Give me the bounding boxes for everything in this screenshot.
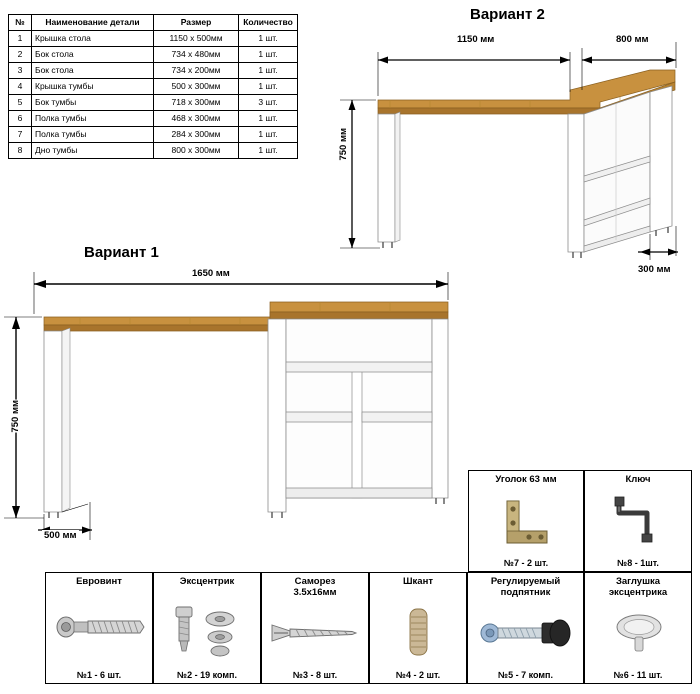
parts-table [8,14,298,159]
cell-name: Дно тумбы [32,143,154,159]
table-row [9,127,298,143]
cell-qty: 1 шт. [239,143,298,159]
table-row [9,47,298,63]
hardware-qty: №2 - 19 комп. [177,670,237,680]
cell-qty: 1 шт. [239,127,298,143]
cell-qty: 1 шт. [239,47,298,63]
cell-qty: 1 шт. [239,63,298,79]
hardware-name: Ключ [625,474,651,485]
header-number: № [9,15,32,31]
hardware-name: Шкант [403,576,433,587]
variant1-shelf-top [286,362,432,372]
variant1-cabinet-divider [352,368,362,498]
hardware-qty: №7 - 2 шт. [503,558,549,568]
variant1-shelf-left [286,412,352,422]
hardware-name-line2: подпятник [500,587,551,598]
variant2-dim-top-left-label: 1150 мм [457,34,495,45]
euro-screw-icon [46,593,152,665]
hardware-qty: №3 - 8 шт. [292,670,338,680]
cell-number: 6 [9,111,32,127]
hardware-qty: №8 - 1шт. [617,558,659,568]
hex-key-icon [585,491,691,553]
variant2-drawing [320,30,700,275]
hardware-cell-cam-lock [153,572,261,684]
dowel-icon [370,593,466,665]
variant2-dim-left-label: 750 мм [338,128,349,161]
hardware-name-line1: Саморез [294,576,336,587]
hardware-cell-corner-bracket [468,470,584,572]
cell-qty: 3 шт. [239,95,298,111]
cell-size: 1150 x 500мм [154,31,239,47]
table-row [9,31,298,47]
cell-size: 500 x 300мм [154,79,239,95]
variant1-cabinet-left-panel [268,319,286,512]
cell-size: 734 х 200мм [154,63,239,79]
header-name: Наименование детали [32,15,154,31]
cell-number: 1 [9,31,32,47]
table-row [9,79,298,95]
table-row [9,111,298,127]
hardware-cell-self-tapping-screw [261,572,369,684]
variant1-dim-bottom-label: 500 мм [44,530,77,541]
cell-size: 284 х 300мм [154,127,239,143]
variant1-drawing [0,262,470,562]
cell-size: 734 х 480мм [154,47,239,63]
variant2-dim-bottom-right-label: 300 мм [638,264,671,275]
hardware-qty: №4 - 2 шт. [395,670,441,680]
table-row [9,143,298,159]
cell-number: 7 [9,127,32,143]
cell-name: Бок тумбы [32,95,154,111]
table-header-row [9,15,298,31]
variant2-left-leg-side [395,112,400,242]
cell-name: Бок стола [32,63,154,79]
cell-number: 2 [9,47,32,63]
hardware-name: Уголок 63 мм [495,474,557,485]
adjustable-foot-icon [468,607,583,665]
cell-number: 5 [9,95,32,111]
cell-qty: 1 шт. [239,79,298,95]
header-quantity: Количество [239,15,298,31]
hardware-cell-adjustable-foot [467,572,584,684]
variant2-cabinet-front-panel [568,114,584,252]
cell-size: 800 х 300мм [154,143,239,159]
variant2-cabinet-right-panel [650,86,672,232]
cell-name: Полка тумбы [32,127,154,143]
cell-size: 718 х 300мм [154,95,239,111]
hardware-name: Еврoвинт [76,576,122,587]
hardware-cell-hex-key [584,470,692,572]
variant1-dim-top-label: 1650 мм [192,268,230,279]
cell-name: Крышка тумбы [32,79,154,95]
cell-name: Бок стола [32,47,154,63]
table-row [9,63,298,79]
cell-size: 468 х 300мм [154,111,239,127]
hardware-name-line1: Заглушка [615,576,661,587]
variant2-title: Вариант 2 [470,6,545,23]
cell-number: 4 [9,79,32,95]
variant1-cabinet-bottom [286,488,432,498]
cam-lock-icon [154,593,260,665]
variant1-left-leg [44,331,62,512]
hardware-cell-cam-cover-cap [584,572,692,684]
table-row [9,95,298,111]
cell-number: 8 [9,143,32,159]
hardware-cell-dowel [369,572,467,684]
self-tapping-screw-icon [262,607,368,665]
variant2-left-leg [378,114,395,242]
cell-qty: 1 шт. [239,31,298,47]
cell-number: 3 [9,63,32,79]
hardware-qty: №6 - 11 шт. [613,670,663,680]
hardware-qty: №5 - 7 комп. [498,670,553,680]
variant2-dim-top-right-label: 800 мм [616,34,649,45]
variant1-shelf-right [362,412,432,422]
header-size: Размер [154,15,239,31]
cell-name: Полка тумбы [32,111,154,127]
cell-name: Крышка стола [32,31,154,47]
variant1-title: Вариант 1 [84,244,159,261]
hardware-name: Эксцентрик [179,576,235,587]
hardware-cell-euro-screw [45,572,153,684]
variant1-dim-left-label: 750 мм [10,400,21,433]
hardware-name-line2: эксцентрика [608,587,668,598]
corner-bracket-icon [469,491,583,553]
cell-qty: 1 шт. [239,111,298,127]
hardware-name-line2: 3.5х16мм [293,587,337,598]
cam-cover-cap-icon [585,607,691,665]
hardware-name-line1: Регулируемый [490,576,561,587]
hardware-qty: №1 - 6 шт. [76,670,122,680]
variant1-cabinet-right-panel [432,319,448,498]
variant1-left-leg-side [62,328,70,512]
